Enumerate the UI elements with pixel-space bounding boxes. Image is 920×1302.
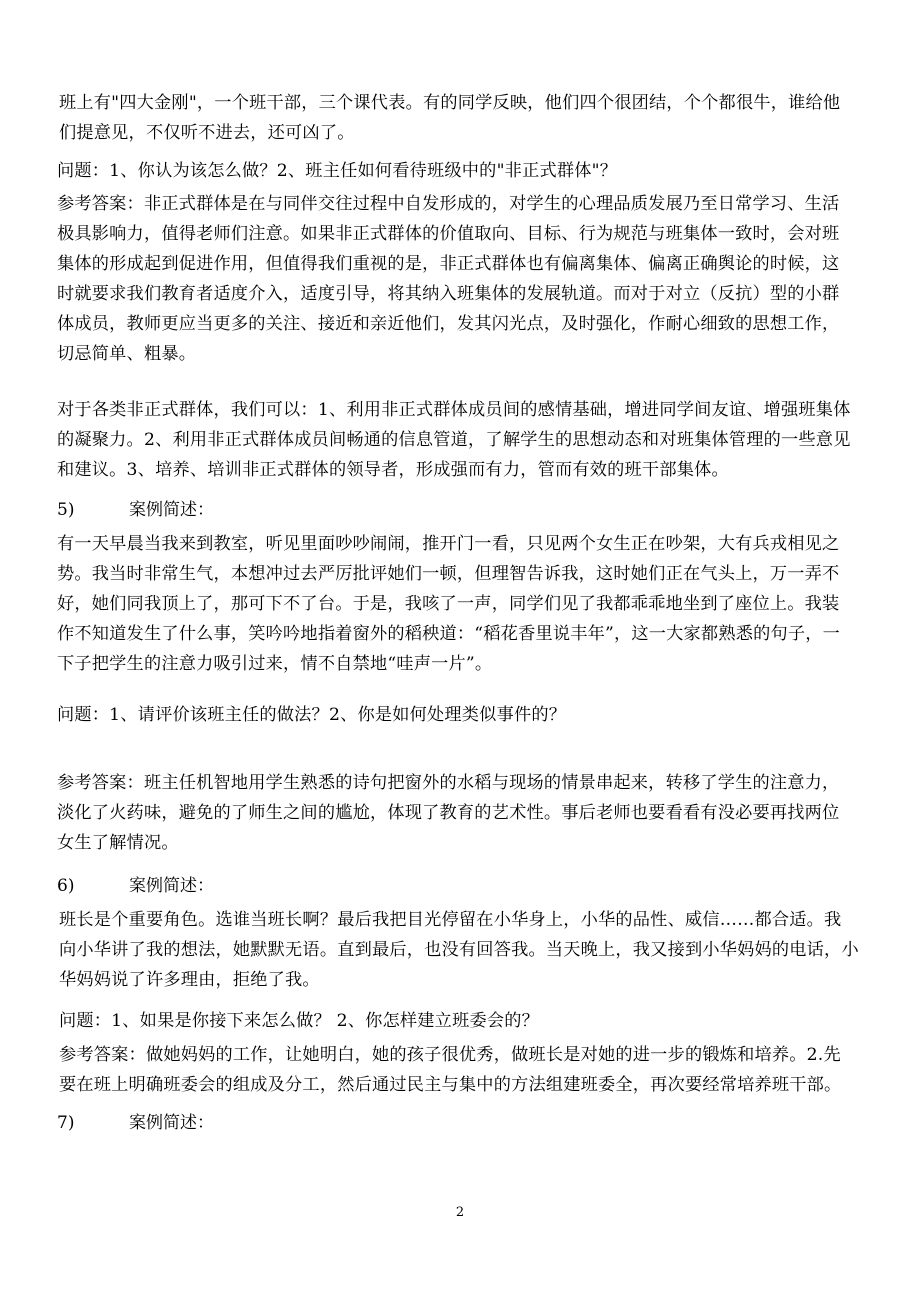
- text-line: 和建议。3、培养、培训非正式群体的领导者，形成强而有力，管而有效的班干部集体。: [57, 460, 729, 480]
- text-line: 切忌简单、粗暴。: [57, 344, 197, 364]
- case-heading-7: [57, 1108, 214, 1138]
- text-line: 问题：1、请评价该班主任的做法？2、你是如何处理类似事件的？: [57, 705, 567, 725]
- text-line: 势。我当时非常生气，本想冲过去严厉批评她们一顿，但理智告诉我，这时她们正在气头上，万一弄不: [57, 564, 840, 584]
- answer-6: [57, 1040, 893, 1100]
- case-label: 案例简述：: [129, 1113, 214, 1133]
- text-line: 体成员，教师更应当更多的关注、接近和亲近他们，发其闪光点，及时强化，作耐心细致的思想工作，: [57, 314, 840, 334]
- text-line: 对于各类非正式群体，我们可以：1、利用非正式群体成员间的感情基础，增进同学间友谊、增强班集体: [57, 400, 851, 420]
- text-line: 的凝聚力。2、利用非正式群体成员间畅通的信息管道，了解学生的思想动态和对班集体管理的一些意见: [57, 430, 851, 450]
- case-6-description: [57, 905, 893, 995]
- text-line: 班上有"四大金刚"，一个班干部，三个课代表。有的同学反映，他们四个很团结，个个都很牛，谁给他: [59, 93, 841, 113]
- answer-5: [57, 768, 893, 858]
- text-line: 向小华讲了我的想法，她默默无语。直到最后，也没有回答我。当天晚上，我又接到小华妈妈的电话，小: [59, 940, 859, 960]
- text-line: 时就要求我们教育者适度介入，适度引导，将其纳入班集体的发展轨道。而对于对立（反抗）型的小群: [57, 284, 840, 304]
- text-line: 们提意见，不仅听不进去，还可凶了。: [59, 123, 355, 143]
- text-line: 淡化了火药味，避免的了师生之间的尴尬，体现了教育的艺术性。事后老师也要看看有没必要再找两位: [57, 803, 840, 823]
- answer-4-continued: [57, 395, 893, 485]
- case-heading-6: [57, 871, 214, 901]
- text-line: 参考答案：做她妈妈的工作，让她明白，她的孩子很优秀，做班长是对她的进一步的锻炼和培养。2.先: [59, 1045, 841, 1065]
- text-line: 下子把学生的注意力吸引过来，情不自禁地“哇声一片”。: [57, 654, 493, 674]
- answer-4: [57, 189, 893, 369]
- case-number: 5): [57, 500, 75, 520]
- text-line: 有一天早晨当我来到教室，听见里面吵吵闹闹，推开门一看，只见两个女生正在吵架，大有兵戎相见之: [57, 534, 840, 554]
- text-line: 作不知道发生了什么事，笑吟吟地指着窗外的稻秧道：“稻花香里说丰年”，这一大家都熟悉的句子，一: [57, 624, 841, 644]
- text-line: 参考答案：班主任机智地用学生熟悉的诗句把窗外的水稻与现场的情景串起来，转移了学生的注意力，: [57, 773, 840, 793]
- text-line: 问题：1、如果是你接下来怎么做？ 2、你怎样建立班委会的？: [59, 1011, 540, 1031]
- text-line: 集体的形成起到促进作用，但值得我们重视的是，非正式群体也有偏离集体、偏离正确舆论的时候，这: [57, 254, 840, 274]
- case-number: 6): [57, 876, 75, 896]
- case-5-description: [57, 529, 893, 679]
- text-line: 要在班上明确班委会的组成及分工，然后通过民主与集中的方法组建班委全，再次要经常培养班干部。: [59, 1075, 842, 1095]
- page-number: 2: [455, 1205, 465, 1220]
- text-line: 参考答案：非正式群体是在与同伴交往过程中自发形成的，对学生的心理品质发展乃至日常学习、生活: [57, 194, 840, 214]
- question-6: [57, 1006, 893, 1036]
- case-label: 案例简述：: [129, 500, 214, 520]
- text-line: 女生了解情况。: [57, 833, 179, 853]
- text-line: 华妈妈说了许多理由，拒绝了我。: [59, 970, 320, 990]
- paragraph-intro: [57, 88, 893, 148]
- question-4: [57, 156, 893, 186]
- text-line: 好，她们同我顶上了，那可下不了台。于是，我咳了一声，同学们见了我都乖乖地坐到了座位上。我装: [57, 594, 840, 614]
- text-line: 极具影响力，值得老师们注意。如果非正式群体的价值取向、目标、行为规范与班集体一致时，会对班: [57, 224, 840, 244]
- question-5: [57, 700, 893, 730]
- case-number: 7): [57, 1113, 75, 1133]
- case-heading-5: [57, 495, 214, 525]
- text-line: 问题：1、你认为该怎么做？2、班主任如何看待班级中的"非正式群体"？: [57, 161, 618, 181]
- text-line: 班长是个重要角色。选谁当班长啊？最后我把目光停留在小华身上，小华的品性、威信……都合适。我: [59, 910, 842, 930]
- case-label: 案例简述：: [129, 876, 214, 896]
